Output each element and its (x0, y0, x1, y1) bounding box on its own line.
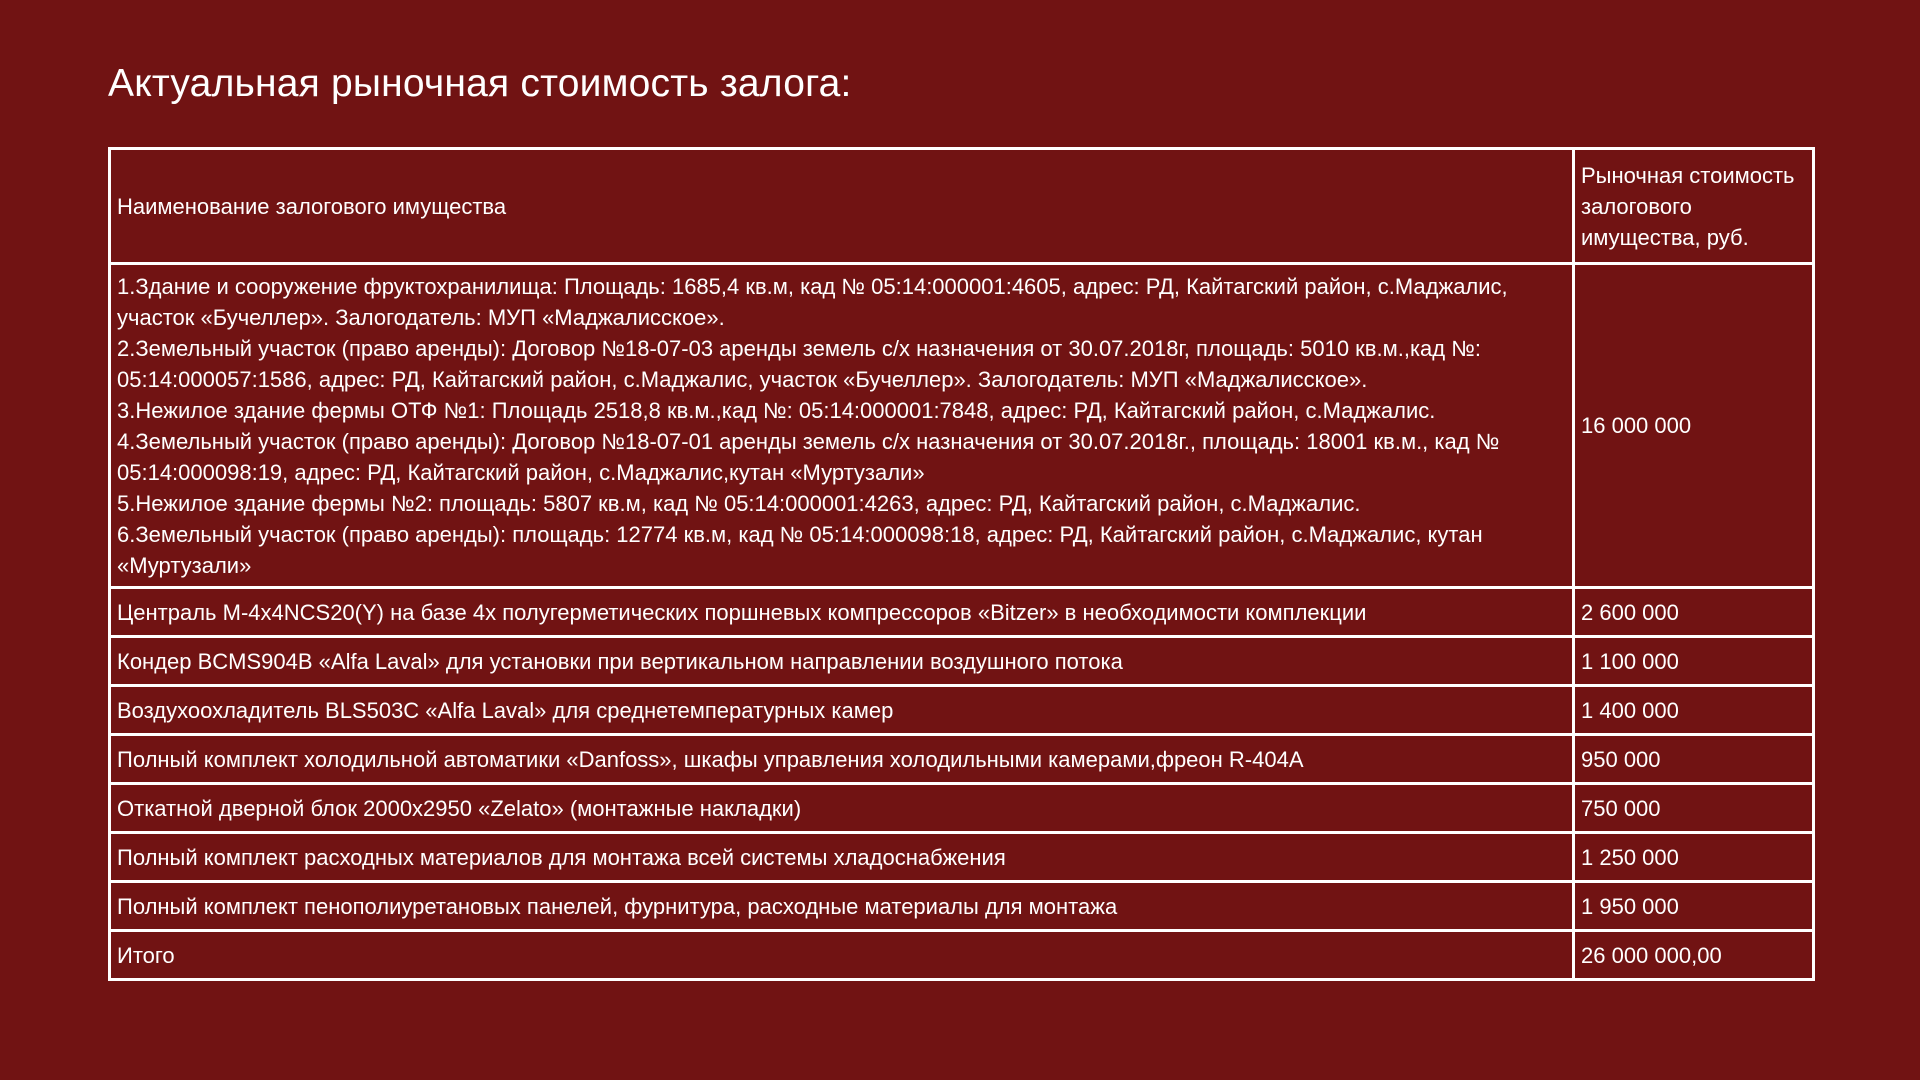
name-cell: Откатной дверной блок 2000х2950 «Zelato» (монтажные накладки) (110, 784, 1574, 833)
property-item-4: 4.Земельный участок (право аренды): Договор №18-07-01 аренды земель с/х назначения от 30.07.2018г., площадь: 18001 кв.м., кад № 05:14:000098:19, адрес: РД, Кайтагский район, с.Маджалис,кутан «Муртузали» (117, 428, 1500, 485)
property-item-3: 3.Нежилое здание фермы ОТФ №1: Площадь 2518,8 кв.м.,кад №: 05:14:000001:7848, адрес: РД, Кайтагский район, с.Маджалис. (117, 397, 1436, 423)
value-cell: 1 950 000 (1574, 882, 1814, 931)
page-title: Актуальная рыночная стоимость залога: (108, 62, 852, 105)
value-cell: 1 400 000 (1574, 686, 1814, 735)
value-cell: 1 100 000 (1574, 637, 1814, 686)
name-cell: Полный комплект холодильной автоматики «Danfoss», шкафы управления холодильными камерами,фреон R-404A (110, 735, 1574, 784)
table-row (110, 882, 1814, 931)
table-header-row (110, 149, 1814, 264)
collateral-table (108, 147, 1815, 981)
property-item-6: 6.Земельный участок (право аренды): площадь: 12774 кв.м, кад № 05:14:000098:18, адрес: РД, Кайтагский район, с.Маджалис, кутан «Муртузали» (117, 521, 1483, 578)
table-row (110, 264, 1814, 588)
table-row (110, 784, 1814, 833)
value-cell: 16 000 000 (1574, 264, 1814, 588)
name-cell: Воздухоохладитель BLS503C «Alfa Laval» для среднетемпературных камер (110, 686, 1574, 735)
header-value: Рыночная стоимость залогового имущества, руб. (1574, 149, 1814, 264)
total-label: Итого (110, 931, 1574, 980)
table-row (110, 735, 1814, 784)
header-name: Наименование залогового имущества (110, 149, 1574, 264)
total-value: 26 000 000,00 (1574, 931, 1814, 980)
value-cell: 1 250 000 (1574, 833, 1814, 882)
table-row (110, 686, 1814, 735)
property-item-5: 5.Нежилое здание фермы №2: площадь: 5807 кв.м, кад № 05:14:000001:4263, адрес: РД, Кайтагский район, с.Маджалис. (117, 490, 1361, 516)
value-cell: 2 600 000 (1574, 588, 1814, 637)
property-item-1: 1.Здание и сооружение фруктохранилища: Площадь: 1685,4 кв.м, кад № 05:14:000001:4605, адрес: РД, Кайтагский район, с.Маджалис, участок «Бучеллер». Залогодатель: МУП «Маджалисское». (117, 273, 1508, 330)
table-row (110, 833, 1814, 882)
name-cell: Полный комплект расходных материалов для монтажа всей системы хладоснабжения (110, 833, 1574, 882)
value-cell: 950 000 (1574, 735, 1814, 784)
name-cell: Кондер BCMS904B «Alfa Laval» для установки при вертикальном направлении воздушного потока (110, 637, 1574, 686)
property-description-cell (110, 264, 1574, 588)
name-cell: Полный комплект пенополиуретановых панелей, фурнитура, расходные материалы для монтажа (110, 882, 1574, 931)
table-row (110, 588, 1814, 637)
property-item-2: 2.Земельный участок (право аренды): Договор №18-07-03 аренды земель с/х назначения от 30.07.2018г, площадь: 5010 кв.м.,кад №: 05:14:000057:1586, адрес: РД, Кайтагский район, с.Маджалис, участок «Бучеллер». Залогодатель: МУП «Маджалисское». (117, 335, 1481, 392)
value-cell: 750 000 (1574, 784, 1814, 833)
name-cell: Централь М-4х4NCS20(Y) на базе 4х полугерметических поршневых компрессоров «Bitzer» в необходимости комплекции (110, 588, 1574, 637)
total-row (110, 931, 1814, 980)
table-row (110, 637, 1814, 686)
